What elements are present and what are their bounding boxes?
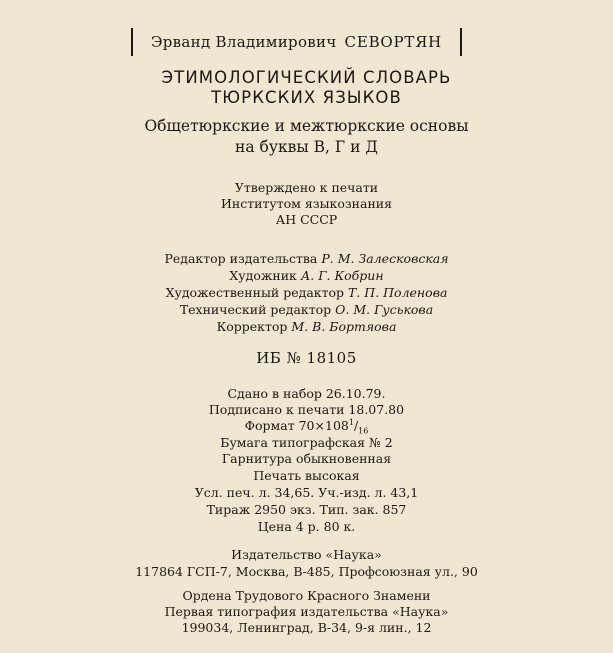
approval-line-2: Институтом языкознания [220, 196, 393, 211]
print-run: Тираж 2950 экз. Тип. зак. 857 [206, 502, 407, 517]
print-signed: Подписано к печати 18.07.80 [208, 402, 405, 417]
printer-line-1: Ордена Трудового Красного Знамени [182, 588, 431, 603]
printer-line-3: 199034, Ленинград, В-34, 9-я лин., 12 [181, 620, 432, 635]
credit-editor-name: Р. М. Залесковская [321, 251, 449, 266]
author-surname: СЕВОРТЯН [344, 33, 442, 51]
print-format-label: Формат 70×108 [244, 418, 349, 434]
credit-corrector [0, 319, 613, 334]
credit-corrector-label: Корректор [216, 319, 288, 334]
author-given-name: Эрванд Владимирович [150, 33, 337, 51]
subtitle-line-2: на буквы В, Г и Д [235, 138, 378, 156]
credit-tech-editor [0, 302, 613, 317]
print-format-sup: 1 [348, 418, 354, 427]
ib-number: ИБ № 18105 [256, 349, 357, 367]
credit-artist [0, 268, 613, 283]
print-submitted: Сдано в набор 26.10.79. [227, 386, 386, 401]
approval-line-3: АН СССР [275, 212, 338, 227]
credit-tech-editor-name: О. М. Гуськова [335, 302, 434, 317]
title-line-1: ЭТИМОЛОГИЧЕСКИЙ СЛОВАРЬ [161, 68, 452, 87]
print-price: Цена 4 р. 80 к. [257, 519, 356, 534]
author-box [131, 28, 462, 56]
credit-artist-label: Художник [229, 268, 297, 283]
credit-art-editor-name: Т. П. Поленова [348, 285, 448, 300]
printer-line-2: Первая типография издательства «Наука» [164, 604, 449, 619]
publisher-address: 117864 ГСП-7, Москва, В-485, Профсоюзная ул., 90 [135, 564, 478, 579]
credit-art-editor-label: Художественный редактор [165, 285, 345, 300]
approval-line-1: Утверждено к печати [234, 180, 379, 195]
print-sheets: Усл. печ. л. 34,65. Уч.-изд. л. 43,1 [194, 485, 419, 500]
title-line-2: ТЮРКСКИХ ЯЗЫКОВ [211, 88, 402, 107]
print-format: Формат $70\times 108^1/_{16}$ [244, 418, 369, 436]
credit-tech-editor-label: Технический редактор [179, 302, 332, 317]
print-paper: Бумага типографская № 2 [220, 435, 393, 450]
credit-corrector-name: М. В. Бортяова [291, 319, 397, 334]
credit-artist-name: А. Г. Кобрин [300, 268, 384, 283]
credit-editor-label: Редактор издательства [164, 251, 318, 266]
print-format-sub: 16 [358, 426, 369, 436]
credit-art-editor [0, 285, 613, 300]
publisher-name: Издательство «Наука» [231, 547, 382, 562]
subtitle-line-1: Общетюркские и межтюркские основы [144, 117, 469, 135]
print-typeface: Гарнитура обыкновенная [221, 451, 392, 466]
credit-editor [0, 251, 613, 266]
print-printing: Печать высокая [253, 468, 360, 483]
